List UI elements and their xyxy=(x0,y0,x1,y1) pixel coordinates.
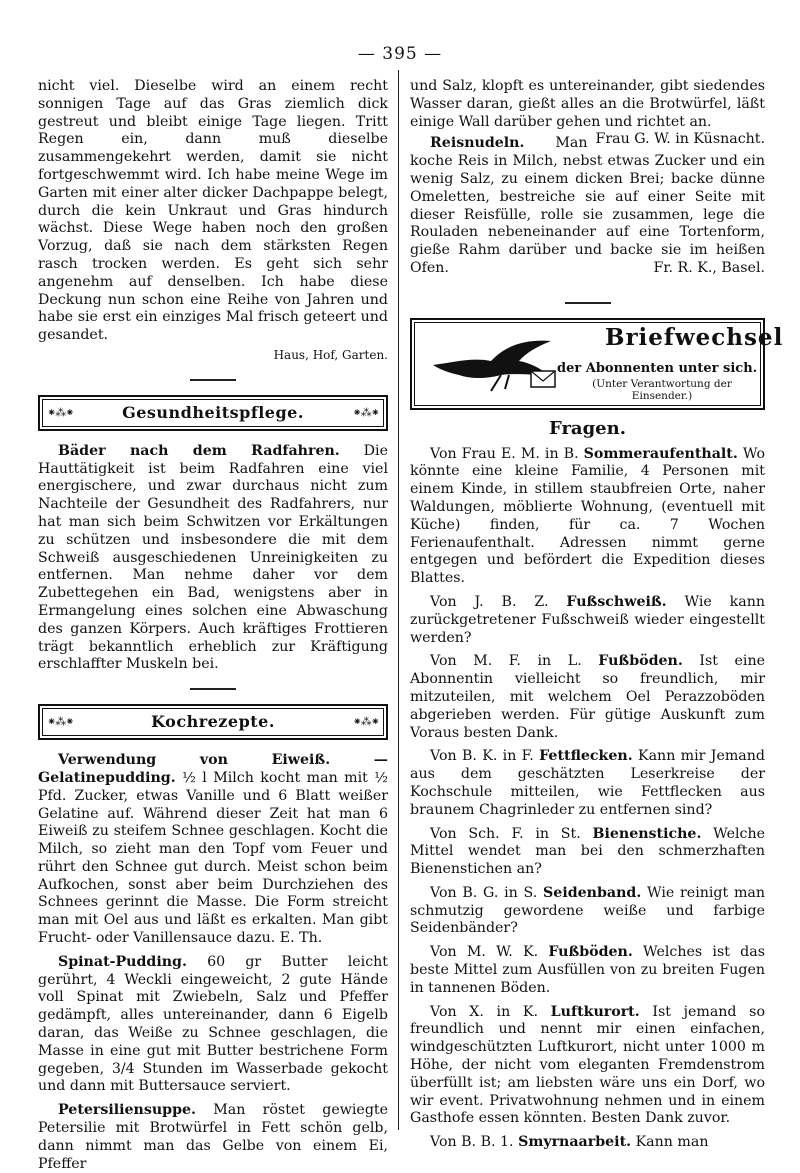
ornament-left-icon: ⁕⁂⁕ xyxy=(47,715,74,729)
recipe-title: Verwendung von Eiweiß. — Gelatinepudding. xyxy=(38,752,388,786)
right-column xyxy=(410,78,784,1152)
recipe-title: Reisnudeln. xyxy=(430,135,525,152)
separator-rule xyxy=(565,302,611,304)
column-divider xyxy=(398,70,399,1130)
recipe-gelatinepudding xyxy=(38,752,388,948)
question-keyword: Luftkurort. xyxy=(550,1003,640,1020)
section-header-gesundheitspflege xyxy=(38,395,388,431)
question-from: Von B. G. in S. xyxy=(430,884,544,901)
intro-paragraph: nicht viel. Dieselbe wird an einem recht sonnigen Tage auf das Gras ziemlich dick gestreut und bleibt einige Tage liegen. Tritt Regen ein, dann muß dieselbe zusammengekehrt werden, damit sie nicht fortgeschwemmt wird. Ich habe meine Wege im Garten mit einer alter dicker Dachpappe belegt, durch die kein Unkraut und Gras hindurch wächst. Diese Wege haben noch den großen Vorzug, daß sie nach dem stärksten Regen rasch trocken werden. Es geht sich sehr angenehm auf denselben. Ich habe diese Deckung nun schon eine Reihe von Jahren und habe sie erst ein einziges Mal frisch geteert und gesandet. xyxy=(38,78,388,344)
section-title: Gesundheitspflege. xyxy=(122,402,304,422)
questions-list xyxy=(410,446,765,1152)
recipe-reisnudeln xyxy=(410,135,765,277)
recipe-signature: Frau G. W. in Küsnacht. xyxy=(595,131,765,148)
question-from: Von Frau E. M. in B. xyxy=(430,445,584,462)
question-keyword: Seidenband. xyxy=(543,884,642,901)
question-from: Von Sch. F. in St. xyxy=(430,825,593,842)
question-keyword: Sommeraufenthalt. xyxy=(583,445,738,462)
question-text: Welches ist das beste Mittel zum Ausfüllen von zu breiten Fugen in tannenen Böden. xyxy=(410,944,765,996)
question-keyword: Bienenstiche. xyxy=(592,825,702,842)
question-item xyxy=(410,944,765,997)
question-item xyxy=(410,653,765,742)
question-item xyxy=(410,826,765,879)
question-from: Von J. B. Z. xyxy=(430,593,567,610)
question-from: Von B. K. in F. xyxy=(430,748,540,765)
section-header-kochrezepte xyxy=(38,704,388,740)
section-title: Kochrezepte. xyxy=(151,712,275,732)
question-text: Ist eine Abonnentin vielleicht so freundlich, mir mitzuteilen, mit welchem Oel Perazzoböden abgerieben werden. Für gütige Auskunft zum Voraus besten Dank. xyxy=(410,653,765,741)
ornament-left-icon: ⁕⁂⁕ xyxy=(47,405,74,419)
recipe-text: 60 gr Butter leicht gerührt, 4 Weckli eingeweicht, 2 gute Hände voll Spinat mit Zwiebeln, Salz und Pfeffer gedämpft, alles untereinander, dann 6 Eigelb daran, das Weiße zu Schnee geschlagen, die Masse in eine gut mit Butter bestrichene Form gegeben, 3/4 Stunden im Wasserbade gekocht und dann mit Buttersauce serviert. xyxy=(38,953,388,1095)
question-keyword: Fußböden. xyxy=(548,944,633,961)
question-keyword: Fettflecken. xyxy=(539,748,633,765)
question-item xyxy=(410,446,765,588)
recipe-petersiliensuppe xyxy=(38,1102,388,1173)
recipe-signature: E. Th. xyxy=(279,930,323,947)
ornament-right-icon: ⁕⁂⁕ xyxy=(352,405,379,419)
article-text: Die Hauttätigkeit ist beim Radfahren eine viel energischere, und zwar durchaus nicht zum Nachteile der Gesundheit des Radfahrers, nur hat man sich beim Schwitzen vor Erkältungen zu schützen und insbesondere die mit dem Schweiß ausgeschiedenen Unreinigkeiten zu entfernen. Man nehme daher vor dem Zubettegehen ein Bad, wenigstens aber in Ermangelung eines solchen eine Abwaschung des ganzen Körpers. Auch kräftiges Frottieren trägt bekanntlich erheblich zur Kräftigung erschlaffter Muskeln bei. xyxy=(38,442,388,673)
recipe-text: und Salz, klopft es untereinander, gibt siedendes Wasser daran, gießt alles an die Brotwürfel, läßt einige Wall darüber gehen und richtet an. xyxy=(410,78,765,130)
briefwechsel-note: (Unter Verantwortung der Einsender.) xyxy=(592,377,732,402)
recipe-title: Petersiliensuppe. xyxy=(58,1102,196,1119)
recipe-spinat-pudding xyxy=(38,954,388,1096)
question-from: Von M. W. K. xyxy=(430,944,549,961)
question-item xyxy=(410,1004,765,1129)
question-text: Kann man xyxy=(631,1134,709,1151)
recipe-signature: Fr. R. K., Basel. xyxy=(653,259,765,276)
recipe-text: ½ l Milch kocht man mit ½ Pfd. Zucker, etwas Vanille und 6 Blatt weißer Gelatine auf. Während dieser Zeit hat man 6 Eiweiß zu steifem Schnee geschlagen. Kocht die Milch, so zieht man den Topf vom Feuer und rührt den Schnee gut durch. Meist schon beim Aufkochen, sonst aber beim Durchziehen des Schnees gerinnt die Masse. Die Form streicht man mit Oel aus und läßt es erkalten. Man gibt Frucht- oder Vanillensauce dazu. xyxy=(38,769,388,947)
question-text: Welche Mittel wendet man bei den schmerzhaften Bienenstichen an? xyxy=(410,825,765,878)
page-number: — 395 — xyxy=(357,44,443,64)
bird-with-letter-icon xyxy=(431,335,561,395)
question-keyword: Smyrnaarbeit. xyxy=(518,1134,632,1151)
fragen-title: Fragen. xyxy=(548,417,626,439)
question-text: Ist jemand so freundlich und nennt mir einen einfachen, windgeschützten Luftkurort, nicht unter 1000 m Höhe, der nicht vom eleganten Fremdenstrom überfüllt ist; am liebsten wäre uns ein Dorf, wo wir event. Privatwohnung nehmen und in einem Gasthofe essen könnten. Besten Dank zuvor. xyxy=(410,1003,765,1127)
question-item xyxy=(410,885,765,938)
recipe-title: Spinat-Pudding. xyxy=(58,953,187,970)
question-text: Wo könnte eine kleine Familie, 4 Personen mit einem Kinde, in stillem staubfreien Orte, naher Waldungen, möblierte Wohnung, (eventuell mit Küche) finden, für ca. 7 Wochen Ferienaufenthalt. Adressen nimmt gerne entgegen und befördert die Expedition dieses Blattes. xyxy=(410,445,766,587)
question-item xyxy=(410,1134,765,1152)
question-from: Von M. F. in L. xyxy=(430,653,599,670)
briefwechsel-header xyxy=(410,318,784,410)
recipe-text: Man röstet gewiegte Petersilie mit Brotwürfel in Fett schön gelb, dann nimmt man das Gelbe von einem Ei, Pfeffer xyxy=(38,1102,388,1172)
question-item xyxy=(410,594,765,647)
left-column xyxy=(38,78,388,1173)
briefwechsel-subtitle: der Abonnenten unter sich. xyxy=(557,360,758,376)
intro-source: Haus, Hof, Garten. xyxy=(273,347,388,362)
question-keyword: Fußböden. xyxy=(598,653,683,670)
question-text: Wie reinigt man schmutzig gewordene weiße und farbige Seidenbänder? xyxy=(410,884,765,937)
separator-rule xyxy=(190,688,236,690)
briefwechsel-title: Briefwechsel xyxy=(605,323,784,351)
question-item xyxy=(410,748,765,819)
question-text: Wie kann zurückgetretener Fußschweiß wieder eingestellt werden? xyxy=(410,593,765,646)
separator-rule xyxy=(190,379,236,381)
question-text: Kann mir Jemand aus dem geschätzten Leserkreise der Kochschule mitteilen, wie Fettflecken aus braunem Chagrinleder zu entfernen sind? xyxy=(410,748,765,818)
recipe-text: Man koche Reis in Milch, nebst etwas Zucker und ein wenig Salz, zu einem dicken Brei; backe dünne Omeletten, bestreiche sie auf einer Seite mit dieser Reisfülle, rolle sie zusammen, lege die Rouladen nebeneinander auf eine Tortenform, gieße Rahm darüber und backe sie im heißen Ofen. xyxy=(410,135,765,276)
article-keyword: Bäder nach dem Radfahren. xyxy=(58,442,340,459)
question-from: Von X. in K. xyxy=(430,1003,551,1020)
ornament-right-icon: ⁕⁂⁕ xyxy=(352,715,379,729)
article-baeder xyxy=(38,443,388,674)
question-from: Von B. B. 1. xyxy=(430,1134,519,1151)
question-keyword: Fußschweiß. xyxy=(566,593,667,610)
